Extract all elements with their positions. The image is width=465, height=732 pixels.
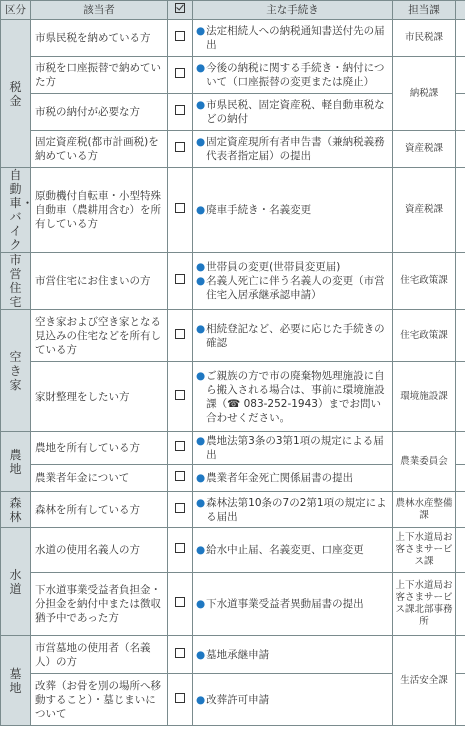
checkbox[interactable] [168, 310, 193, 362]
category-water: 水道 [1, 528, 31, 636]
target-cell: 下水道事業受益者負担金・分担金を納付中または徴収猶予中であった方 [31, 573, 168, 636]
extra-cell [456, 362, 465, 432]
checkbox[interactable] [168, 465, 193, 492]
department-cell: 納税課 [393, 57, 456, 131]
table-row [1, 253, 465, 310]
table-header [1, 1, 465, 20]
department-cell: 市民税課 [393, 20, 456, 57]
procedure-cell: ● 今後の納税に関する手続き・納付について（口座振替の変更または廃止） [193, 57, 393, 94]
extra-cell [456, 432, 465, 465]
checkmark-box-icon [175, 3, 185, 13]
bullet-icon: ● [196, 25, 206, 37]
department-cell: 農業委員会 [393, 432, 456, 492]
procedure-cell: ● 墓地承継申請 [193, 636, 393, 674]
checkbox[interactable] [168, 432, 193, 465]
extra-cell [456, 636, 465, 674]
table-row [1, 131, 465, 168]
bullet-icon: ● [196, 62, 206, 74]
department-cell: 住宅政策課 [393, 253, 456, 310]
checkbox[interactable] [168, 528, 193, 573]
header-procedure: 主な手続き [193, 1, 393, 20]
bullet-icon: ● [196, 322, 206, 335]
department-cell: 資産税課 [393, 168, 456, 253]
procedure-cell: ● 法定相続人への納税通知書送付先の届出 [193, 20, 393, 57]
procedure-cell: ● 固定資産現所有者申告書（兼納税義務代表者指定届）の提出 [193, 131, 393, 168]
category-tax: 税金 [1, 20, 31, 168]
table-row [1, 573, 465, 636]
target-cell: 市営住宅にお住まいの方 [31, 253, 168, 310]
header-target: 該当者 [31, 1, 168, 20]
header-extra [456, 1, 465, 20]
procedure-cell: ● 廃車手続き・名義変更 [193, 168, 393, 253]
department-cell: 資産税課 [393, 131, 456, 168]
header-category: 区分 [1, 1, 31, 20]
extra-cell [456, 465, 465, 492]
category-forest: 森林 [1, 492, 31, 528]
checkbox[interactable] [168, 362, 193, 432]
checkbox[interactable] [168, 636, 193, 674]
bullet-icon: ● [196, 598, 206, 610]
table-row [1, 432, 465, 465]
checkbox[interactable] [168, 492, 193, 528]
extra-cell [456, 310, 465, 362]
bullet-icon: ● [196, 261, 206, 273]
bullet-icon: ● [196, 544, 206, 556]
extra-cell [456, 131, 465, 168]
header-department: 担当課 [393, 1, 456, 20]
category-vacant-house: 空き家 [1, 310, 31, 432]
procedure-cell: ● ご親族の方で市の廃棄物処理施設に自ら搬入される場合は、事前に環境施設課（☎ 083-252-1943）までお問い合わせください。 [193, 362, 393, 432]
checkbox[interactable] [168, 131, 193, 168]
bullet-icon: ● [196, 693, 206, 706]
bullet-icon: ● [196, 99, 206, 111]
extra-cell [456, 253, 465, 310]
table-row [1, 528, 465, 573]
extra-cell [456, 528, 465, 573]
extra-cell [456, 573, 465, 636]
procedure-cell: ● 相続登記など、必要に応じた手続きの確認 [193, 310, 393, 362]
department-cell: 環境施設課 [393, 362, 456, 432]
procedure-cell: ● 改葬許可申請 [193, 674, 393, 726]
table-row [1, 168, 465, 253]
table-row [1, 20, 465, 57]
extra-cell [456, 57, 465, 94]
table-row [1, 636, 465, 674]
category-farmland: 農地 [1, 432, 31, 492]
extra-cell [456, 94, 465, 131]
bullet-icon: ● [196, 472, 206, 484]
extra-cell [456, 674, 465, 726]
procedure-cell: ● 農業者年金死亡関係届書の提出 [193, 465, 393, 492]
bullet-icon: ● [196, 496, 206, 509]
checkbox[interactable] [168, 674, 193, 726]
procedure-cell: ● 下水道事業受益者異動届書の提出 [193, 573, 393, 636]
target-cell: 空き家および空き家となる見込みの住宅などを所有している方 [31, 310, 168, 362]
category-housing: 市営住宅 [1, 253, 31, 310]
department-cell: 農林水産整備課 [393, 492, 456, 528]
bullet-icon: ● [196, 435, 206, 447]
procedure-cell: ● 農地法第3条の3第1項の規定による届出 [193, 432, 393, 465]
procedure-cell: ● 給水中止届、名義変更、口座変更 [193, 528, 393, 573]
bullet-icon: ● [196, 369, 206, 382]
extra-cell [456, 492, 465, 528]
header-check [168, 1, 193, 20]
department-cell: 上下水道局お客さまサービス課 [393, 528, 456, 573]
checkbox[interactable] [168, 168, 193, 253]
target-cell: 改葬（お骨を別の場所へ移動すること）・墓じまいについて [31, 674, 168, 726]
target-cell: 市税の納付が必要な方 [31, 94, 168, 131]
extra-cell [456, 168, 465, 253]
department-cell: 生活安全課 [393, 636, 456, 726]
target-cell: 固定資産税(都市計画税)を納めている方 [31, 131, 168, 168]
checkbox[interactable] [168, 94, 193, 131]
category-cemetery: 墓地 [1, 636, 31, 726]
target-cell: 原動機付自転車・小型特殊自動車（農耕用含む）を所有している方 [31, 168, 168, 253]
target-cell: 農業者年金について [31, 465, 168, 492]
table-row [1, 57, 465, 94]
procedure-cell: ● 森林法第10条の7の2第1項の規定による届出 [193, 492, 393, 528]
department-cell: 住宅政策課 [393, 310, 456, 362]
target-cell: 家財整理をしたい方 [31, 362, 168, 432]
target-cell: 市税を口座振替で納めていた方 [31, 57, 168, 94]
bullet-icon: ● [196, 136, 206, 148]
checkbox[interactable] [168, 57, 193, 94]
department-cell: 上下水道局お客さまサービス課北部事務所 [393, 573, 456, 636]
procedure-cell: ● 市県民税、固定資産税、軽自動車税などの納付 [193, 94, 393, 131]
bullet-icon: ● [196, 275, 206, 287]
target-cell: 市営墓地の使用者（名義人）の方 [31, 636, 168, 674]
bullet-icon: ● [196, 648, 206, 661]
checkbox[interactable] [168, 573, 193, 636]
bullet-icon: ● [196, 204, 206, 216]
extra-cell [456, 20, 465, 57]
table-row [1, 492, 465, 528]
checkbox[interactable] [168, 253, 193, 310]
procedure-cell: ● 世帯員の変更(世帯員変更届) ● 名義人死亡に伴う名義人の変更（市営住宅入居承継承認申請） [193, 253, 393, 310]
checkbox[interactable] [168, 20, 193, 57]
table-row [1, 362, 465, 432]
target-cell: 農地を所有している方 [31, 432, 168, 465]
target-cell: 市県民税を納めている方 [31, 20, 168, 57]
target-cell: 森林を所有している方 [31, 492, 168, 528]
target-cell: 水道の使用名義人の方 [31, 528, 168, 573]
table-row [1, 310, 465, 362]
category-vehicle: 自動車・バイク [1, 168, 31, 253]
